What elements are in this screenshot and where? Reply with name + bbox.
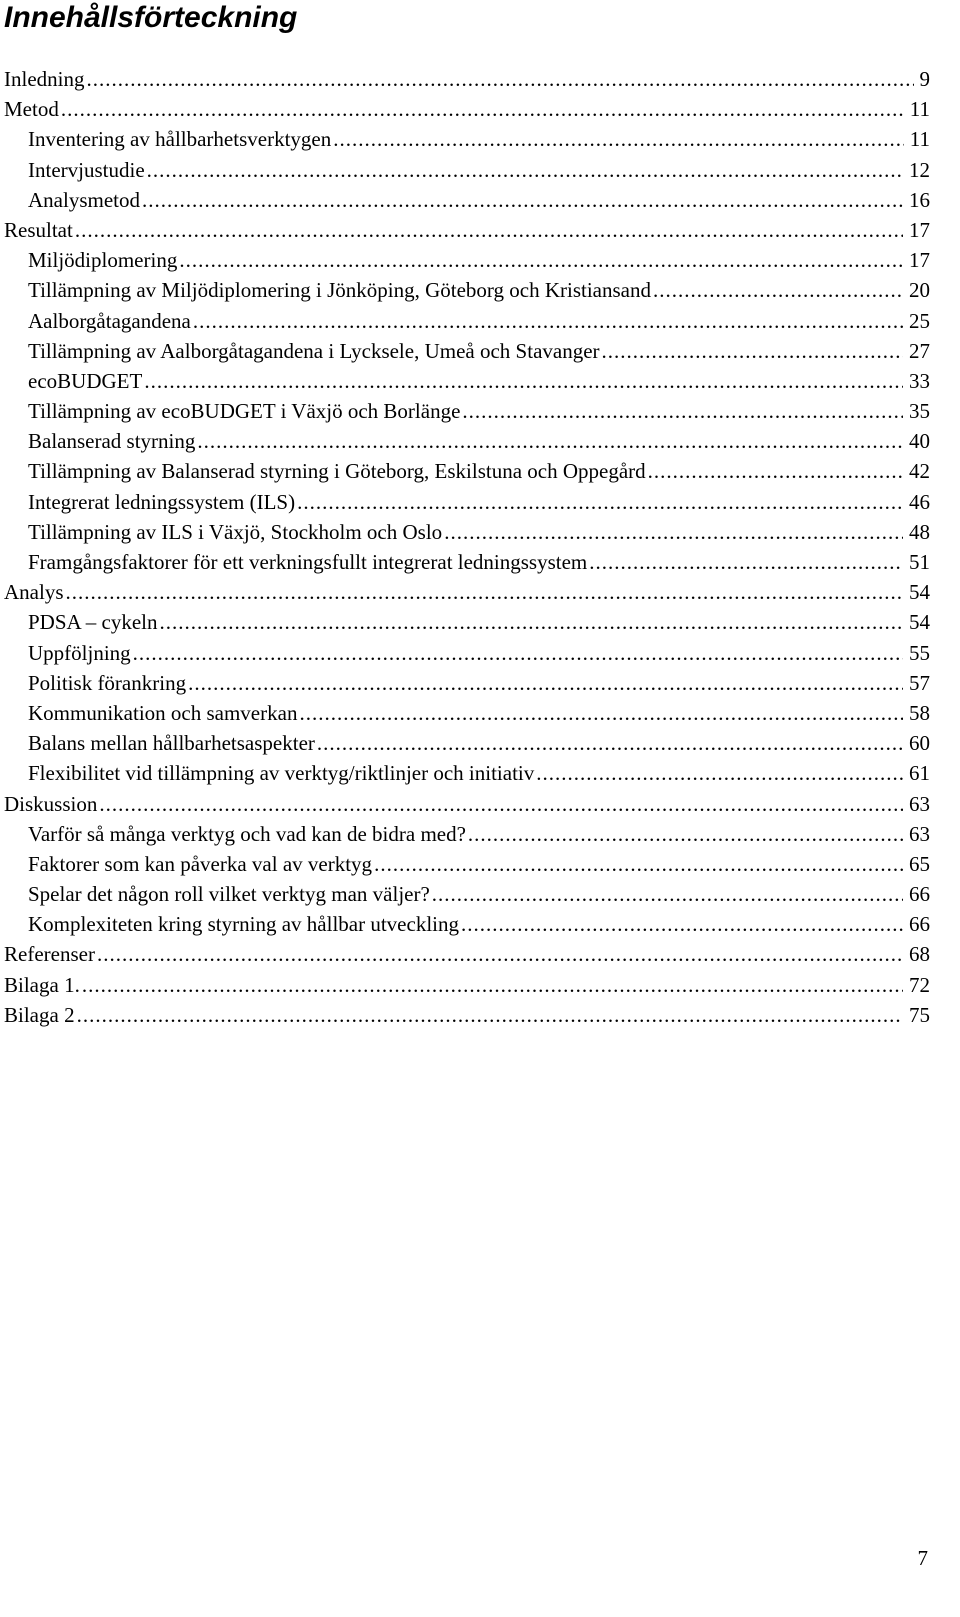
toc-entry-label: PDSA – cykeln xyxy=(28,610,158,635)
toc-entry[interactable] xyxy=(4,306,930,336)
toc-entry-page: 65 xyxy=(909,851,930,876)
toc-entry[interactable] xyxy=(4,185,930,215)
toc-entry[interactable] xyxy=(4,728,930,758)
toc-entry-page: 16 xyxy=(909,187,930,212)
toc-entry-label: Tillämpning av ILS i Växjö, Stockholm och Oslo xyxy=(28,519,443,544)
toc-entry-page: 25 xyxy=(909,308,930,333)
toc-entry-page: 55 xyxy=(909,640,930,665)
toc-entry-label: Uppföljning xyxy=(28,640,131,665)
toc-entry[interactable] xyxy=(4,819,930,849)
toc-entry-label: Inledning xyxy=(4,67,85,91)
toc-entry-page: 35 xyxy=(909,399,930,424)
toc-entry[interactable] xyxy=(4,456,930,486)
toc-entry-page: 51 xyxy=(909,550,930,574)
toc-entry-page: 63 xyxy=(909,821,930,846)
toc-entry-label: Miljödiplomering xyxy=(28,248,178,273)
toc-leader-dots xyxy=(432,879,903,909)
toc-entry-label: Varför så många verktyg och vad kan de bidra med? xyxy=(28,821,466,846)
page-number: 7 xyxy=(917,1546,928,1570)
toc-leader-dots xyxy=(77,1000,903,1030)
toc-entry-page: 66 xyxy=(909,882,930,907)
toc-entry-label: Spelar det någon roll vilket verktyg man väljer? xyxy=(28,882,430,907)
toc-entry[interactable] xyxy=(4,366,930,396)
toc-leader-dots xyxy=(82,970,903,1000)
toc-entry-page: 17 xyxy=(909,248,930,273)
toc-entry[interactable] xyxy=(4,789,930,819)
toc-leader-dots xyxy=(86,64,913,94)
toc-leader-dots xyxy=(142,185,903,215)
toc-entry-page: 61 xyxy=(909,761,930,786)
toc-entry[interactable] xyxy=(4,909,930,939)
toc-entry[interactable] xyxy=(4,396,930,426)
toc-entry-label: ecoBUDGET xyxy=(28,368,143,393)
toc-entry[interactable] xyxy=(4,547,930,577)
toc-entry-page: 17 xyxy=(909,217,930,242)
toc-entry-label: Framgångsfaktorer för ett verkningsfullt integrerat ledningssystem xyxy=(28,550,588,574)
toc-leader-dots xyxy=(133,638,903,668)
toc-leader-dots xyxy=(374,849,903,879)
toc-entry-label: Intervjustudie xyxy=(28,157,145,182)
toc-leader-dots xyxy=(297,487,903,517)
toc-entry[interactable] xyxy=(4,155,930,185)
toc-leader-dots xyxy=(75,215,903,245)
toc-entry-label: Balanserad styrning xyxy=(28,429,196,454)
toc-entry-page: 54 xyxy=(909,610,930,635)
toc-entry-page: 9 xyxy=(919,67,930,91)
toc-entry[interactable] xyxy=(4,245,930,275)
toc-leader-dots xyxy=(536,758,903,788)
toc-leader-dots xyxy=(188,668,903,698)
toc-leader-dots xyxy=(99,789,903,819)
toc-leader-dots xyxy=(653,275,903,305)
toc-entry-label: Flexibilitet vid tillämpning av verktyg/riktlinjer och initiativ xyxy=(28,761,535,786)
toc-entry[interactable] xyxy=(4,94,930,124)
toc-entry[interactable] xyxy=(4,487,930,517)
toc-entry-label: Bilaga 2 xyxy=(4,1002,75,1027)
toc-entry-page: 58 xyxy=(909,700,930,725)
toc-entry-label: Kommunikation och samverkan xyxy=(28,700,298,725)
toc-entry[interactable] xyxy=(4,638,930,668)
toc-leader-dots xyxy=(444,517,903,547)
toc-leader-dots xyxy=(193,306,903,336)
toc-entry-page: 66 xyxy=(909,912,930,937)
toc-entry-label: Aalborgåtagandena xyxy=(28,308,191,333)
toc-entry[interactable] xyxy=(4,879,930,909)
toc-entry-page: 27 xyxy=(909,338,930,363)
toc-entry-label: Politisk förankring xyxy=(28,670,187,695)
toc-entry-label: Tillämpning av Aalborgåtagandena i Lycksele, Umeå och Stavanger xyxy=(28,338,600,363)
toc-leader-dots xyxy=(144,366,903,396)
toc-entry-label: Analys xyxy=(4,580,64,605)
toc-entry-label: Integrerat ledningssystem (ILS) xyxy=(28,489,296,514)
toc-entry-page: 40 xyxy=(909,429,930,454)
toc-entry[interactable] xyxy=(4,698,930,728)
toc-entry-page: 12 xyxy=(909,157,930,182)
toc-entry[interactable] xyxy=(4,939,930,969)
toc-entry-label: Bilaga 1. xyxy=(4,972,80,997)
toc-leader-dots xyxy=(179,245,903,275)
toc-entry-page: 42 xyxy=(909,459,930,484)
toc-entry-label: Balans mellan hållbarhetsaspekter xyxy=(28,731,315,756)
toc-entry[interactable] xyxy=(4,577,930,607)
toc-entry[interactable] xyxy=(4,517,930,547)
toc-entry-page: 46 xyxy=(909,489,930,514)
page-title: Innehållsförteckning xyxy=(4,1,298,34)
toc-entry-page: 48 xyxy=(909,519,930,544)
toc-leader-dots xyxy=(461,909,903,939)
toc-entry[interactable] xyxy=(4,849,930,879)
toc-entry-label: Referenser xyxy=(4,942,95,967)
toc-entry-label: Faktorer som kan påverka val av verktyg xyxy=(28,851,373,876)
toc-leader-dots xyxy=(197,426,903,456)
toc-leader-dots xyxy=(648,456,903,486)
toc-entry-page: 11 xyxy=(909,97,930,122)
toc-entry-label: Resultat xyxy=(4,217,73,242)
toc-entry[interactable] xyxy=(4,607,930,637)
toc-entry-page: 75 xyxy=(909,1002,930,1027)
toc-entry[interactable] xyxy=(4,426,930,456)
toc-entry-page: 57 xyxy=(909,670,930,695)
toc-leader-dots xyxy=(160,607,903,637)
toc-entry-label: Tillämpning av ecoBUDGET i Växjö och Borlänge xyxy=(28,399,461,424)
toc-entry[interactable] xyxy=(4,758,930,788)
toc-leader-dots xyxy=(462,396,903,426)
toc-leader-dots xyxy=(299,698,903,728)
toc-leader-dots xyxy=(333,124,904,154)
toc-entry[interactable] xyxy=(4,64,930,94)
toc-entry-page: 60 xyxy=(909,731,930,756)
toc-entry-label: Analysmetod xyxy=(28,187,140,212)
toc-entry-label: Diskussion xyxy=(4,791,98,816)
toc-leader-dots xyxy=(147,155,903,185)
toc-entry[interactable] xyxy=(4,336,930,366)
toc-leader-dots xyxy=(97,939,903,969)
toc-entry[interactable] xyxy=(4,275,930,305)
toc-entry[interactable] xyxy=(4,1000,930,1030)
table-of-contents xyxy=(4,64,930,1030)
toc-entry[interactable] xyxy=(4,124,930,154)
toc-leader-dots xyxy=(602,336,903,366)
toc-entry-page: 72 xyxy=(909,972,930,997)
toc-entry[interactable] xyxy=(4,668,930,698)
toc-entry-page: 54 xyxy=(909,580,930,605)
toc-entry-page: 33 xyxy=(909,368,930,393)
toc-leader-dots xyxy=(61,94,904,124)
toc-entry-label: Tillämpning av Balanserad styrning i Göteborg, Eskilstuna och Oppegård xyxy=(28,459,646,484)
toc-entry-page: 68 xyxy=(909,942,930,967)
toc-entry-label: Metod xyxy=(4,97,59,122)
toc-leader-dots xyxy=(66,577,904,607)
toc-leader-dots xyxy=(589,547,903,577)
toc-entry-label: Tillämpning av Miljödiplomering i Jönköping, Göteborg och Kristiansand xyxy=(28,278,651,303)
toc-leader-dots xyxy=(468,819,903,849)
toc-entry-label: Komplexiteten kring styrning av hållbar utveckling xyxy=(28,912,459,937)
toc-entry-page: 11 xyxy=(909,127,930,152)
toc-leader-dots xyxy=(317,728,903,758)
toc-entry-page: 20 xyxy=(909,278,930,303)
toc-entry-label: Inventering av hållbarhetsverktygen xyxy=(28,127,332,152)
toc-entry[interactable] xyxy=(4,970,930,1000)
toc-entry[interactable] xyxy=(4,215,930,245)
toc-entry-page: 63 xyxy=(909,791,930,816)
